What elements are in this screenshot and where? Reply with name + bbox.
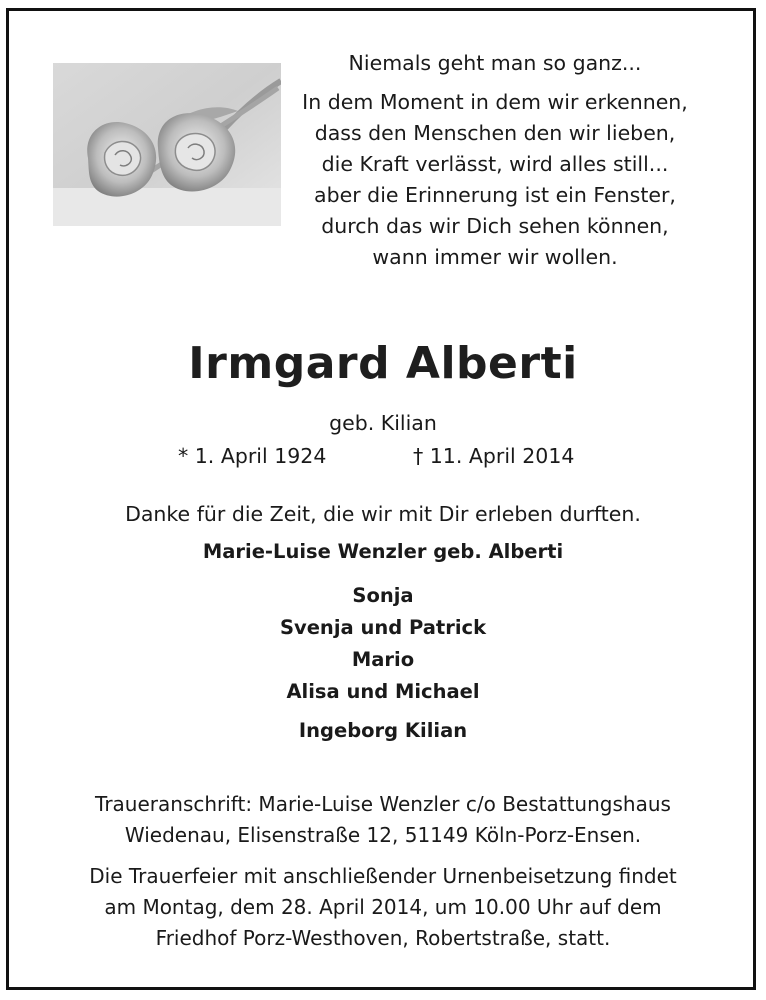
ceremony-info [0,861,766,954]
ceremony-line: am Montag, dem 28. April 2014, um 10.00 Uhr auf dem [104,895,662,919]
mourner-name: Ingeborg Kilian [298,719,468,742]
poem-line: In dem Moment in dem wir erkennen, [302,90,688,114]
poem-title: Niemals geht man so ganz... [348,51,642,75]
death-date: † 11. April 2014 [413,444,575,468]
mourner-name: Sonja [352,584,414,607]
ceremony-line: Die Trauerfeier mit anschließender Urnenbeisetzung findet [89,864,677,888]
poem-line: wann immer wir wollen. [372,245,618,269]
address-line: Traueranschrift: Marie-Luise Wenzler c/o Bestattungshaus [95,792,671,816]
poem-line: dass den Menschen den wir lieben, [314,121,676,145]
poem [285,48,705,273]
poem-line: durch das wir Dich sehen können, [321,214,669,238]
maiden-name: geb. Kilian [329,411,437,435]
address-line: Wiedenau, Elisenstraße 12, 51149 Köln-Porz-Ensen. [124,823,642,847]
deceased-name: Irmgard Alberti [188,338,578,389]
mourning-address [0,789,766,851]
birth-date: * 1. April 1924 [178,444,327,468]
thanks-text: Danke für die Zeit, die wir mit Dir erleben durften. [125,502,641,526]
roses-photo [53,63,281,226]
roses-icon [53,63,281,226]
poem-line: die Kraft verlässt, wird alles still... [321,152,669,176]
mourner-name: Alisa und Michael [286,680,480,703]
mourner-name: Mario [351,648,415,671]
mourner-name: Svenja und Patrick [279,616,487,639]
mourner-name: Marie-Luise Wenzler geb. Alberti [202,540,564,563]
ceremony-line: Friedhof Porz-Westhoven, Robertstraße, statt. [155,926,611,950]
poem-line: aber die Erinnerung ist ein Fenster, [314,183,676,207]
